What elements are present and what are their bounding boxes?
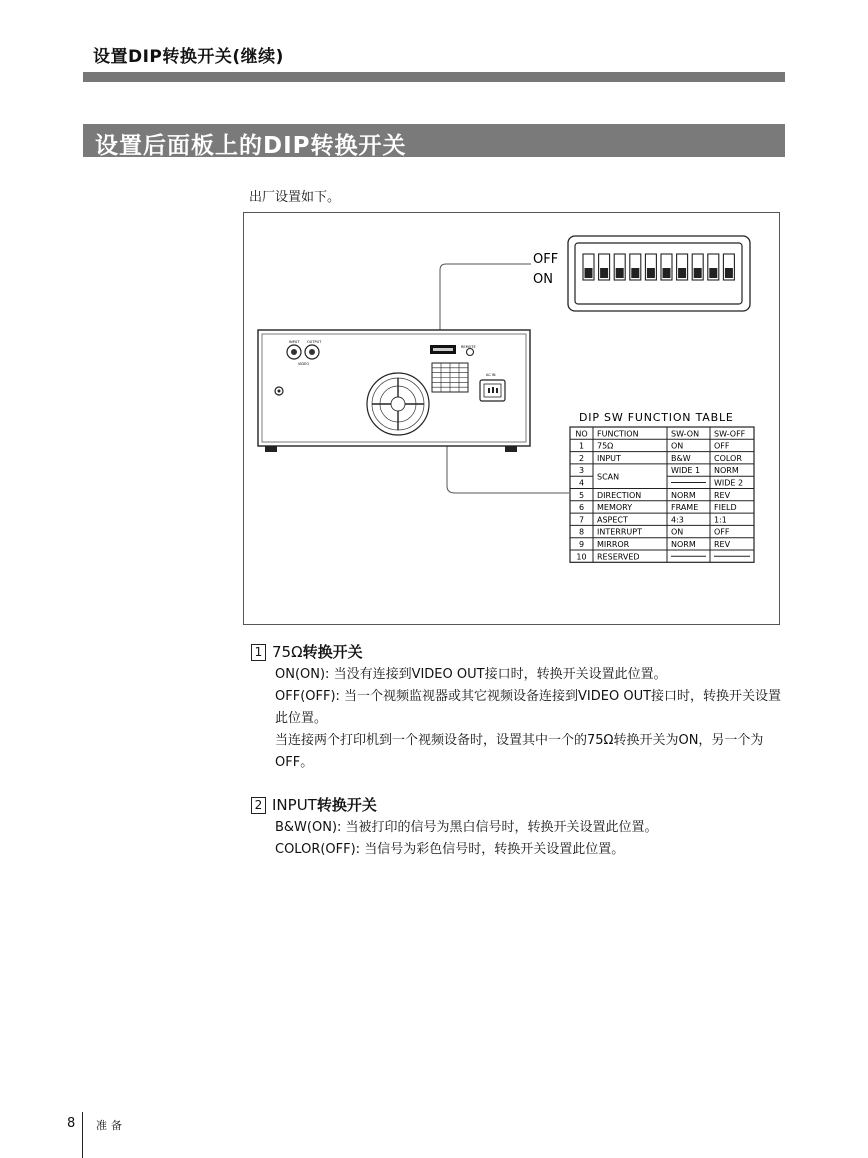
table-cell: OFF bbox=[714, 527, 730, 537]
dip-switch-figure bbox=[243, 212, 780, 625]
switch-off-label: OFF bbox=[533, 252, 559, 267]
item-1-paragraph: 当连接两个打印机到一个视频设备时，设置其中一个的75Ω转换开关为ON，另一个为OFF。 bbox=[275, 733, 764, 770]
table-cell: FRAME bbox=[671, 503, 699, 513]
table-cell: DIRECTION bbox=[597, 490, 642, 500]
switch-on-label: ON bbox=[533, 272, 553, 287]
item-2-title-prefix: INPUT bbox=[272, 796, 317, 814]
printer-rear-panel bbox=[258, 330, 530, 452]
table-cell: 4 bbox=[578, 478, 585, 488]
dip-switch-lever bbox=[616, 268, 624, 278]
table-header-cell: SW-OFF bbox=[714, 429, 746, 439]
dip-switch-lever bbox=[725, 268, 733, 278]
section-title: 设置后面板上的DIP转换开关 bbox=[95, 133, 407, 159]
table-header-cell: SW-ON bbox=[671, 429, 700, 439]
table-cell: OFF bbox=[714, 441, 730, 451]
dip-switch-lever bbox=[663, 268, 671, 278]
table-cell: REV bbox=[714, 540, 731, 549]
table-header-cell: NO bbox=[575, 429, 588, 439]
header-rule bbox=[83, 72, 785, 82]
item-2-paragraph: COLOR(OFF): 当信号为彩色信号时，转换开关设置此位置。 bbox=[275, 842, 625, 857]
item-2-heading bbox=[251, 794, 377, 815]
foot-right bbox=[505, 446, 517, 452]
remote-connector bbox=[467, 349, 474, 356]
dip-switch-lever bbox=[647, 268, 655, 278]
table-cell: 1:1 bbox=[714, 515, 727, 525]
dip-function-table bbox=[570, 427, 754, 562]
table-cell: ASPECT bbox=[597, 515, 628, 525]
table-cell: 5 bbox=[578, 490, 585, 500]
footer-divider bbox=[82, 1112, 83, 1158]
dip-switch-lever bbox=[694, 268, 702, 278]
table-cell: 9 bbox=[578, 540, 585, 549]
ac-in-label: AC IN bbox=[486, 373, 496, 377]
dip-switch-lever bbox=[631, 268, 639, 278]
running-title: 设置DIP转换开关(继续) bbox=[93, 47, 284, 67]
table-cell: NORM bbox=[714, 466, 739, 476]
table-cell: FIELD bbox=[714, 503, 737, 513]
chapter-name: 准备 bbox=[96, 1119, 126, 1132]
table-cell: MIRROR bbox=[597, 540, 630, 549]
item-2-title: 转换开关 bbox=[316, 796, 377, 814]
table-cell: 3 bbox=[578, 466, 585, 476]
output-connector-label: OUTPUT bbox=[307, 340, 322, 344]
dip-switch-lever bbox=[709, 268, 717, 278]
table-cell: 7 bbox=[578, 515, 585, 525]
table-cell: 6 bbox=[578, 503, 585, 513]
table-cell: 8 bbox=[578, 527, 585, 537]
table-cell: 1 bbox=[578, 441, 585, 451]
page-number: 8 bbox=[67, 1116, 76, 1131]
item-1-heading bbox=[251, 641, 363, 662]
item-1-body bbox=[275, 664, 785, 774]
table-cell: 10 bbox=[576, 552, 587, 562]
table-cell: INTERRUPT bbox=[597, 527, 642, 537]
item-2-number: 2 bbox=[251, 797, 266, 814]
item-1-title: 转换开关 bbox=[302, 643, 363, 661]
input-connector-label: INPUT bbox=[289, 340, 300, 344]
table-cell: NORM bbox=[671, 540, 696, 549]
table-title: DIP SW FUNCTION TABLE bbox=[579, 411, 734, 424]
item-2-paragraph: B&W(ON): 当被打印的信号为黑白信号时，转换开关设置此位置。 bbox=[275, 820, 658, 835]
table-cell: B&W bbox=[671, 453, 691, 463]
item-1-number: 1 bbox=[251, 644, 266, 661]
table-cell: WIDE 2 bbox=[714, 478, 744, 488]
dip-switch-lever bbox=[600, 268, 608, 278]
table-cell: NORM bbox=[671, 490, 696, 500]
table-cell: 4:3 bbox=[671, 515, 684, 525]
dip-switch-lever bbox=[678, 268, 686, 278]
table-header-cell: FUNCTION bbox=[597, 429, 639, 439]
table-cell: COLOR bbox=[714, 453, 742, 463]
dip-switch-lever bbox=[585, 268, 593, 278]
table-cell: RESERVED bbox=[597, 552, 640, 562]
table-cell: ON bbox=[671, 527, 684, 537]
item-1-paragraph: ON(ON): 当没有连接到VIDEO OUT接口时，转换开关设置此位置。 bbox=[275, 667, 667, 682]
intro-text: 出厂设置如下。 bbox=[249, 190, 341, 205]
table-cell: ON bbox=[671, 441, 684, 451]
item-1-paragraph: OFF(OFF): 当一个视频监视器或其它视频设备连接到VIDEO OUT接口时，转换开关设置此位置。 bbox=[275, 689, 782, 726]
table-cell: 2 bbox=[578, 453, 585, 463]
table-cell: MEMORY bbox=[597, 503, 633, 513]
table-cell: 75Ω bbox=[597, 441, 614, 451]
table-cell: WIDE 1 bbox=[671, 466, 701, 476]
table-cell: INPUT bbox=[597, 453, 621, 463]
remote-label: REMOTE bbox=[461, 345, 476, 349]
foot-left bbox=[265, 446, 277, 452]
item-1-title-prefix: 75Ω bbox=[272, 643, 303, 661]
table-cell: REV bbox=[714, 490, 731, 500]
item-2-body bbox=[275, 817, 785, 861]
video-label: VIDEO bbox=[298, 362, 310, 366]
table-cell: SCAN bbox=[597, 472, 620, 482]
